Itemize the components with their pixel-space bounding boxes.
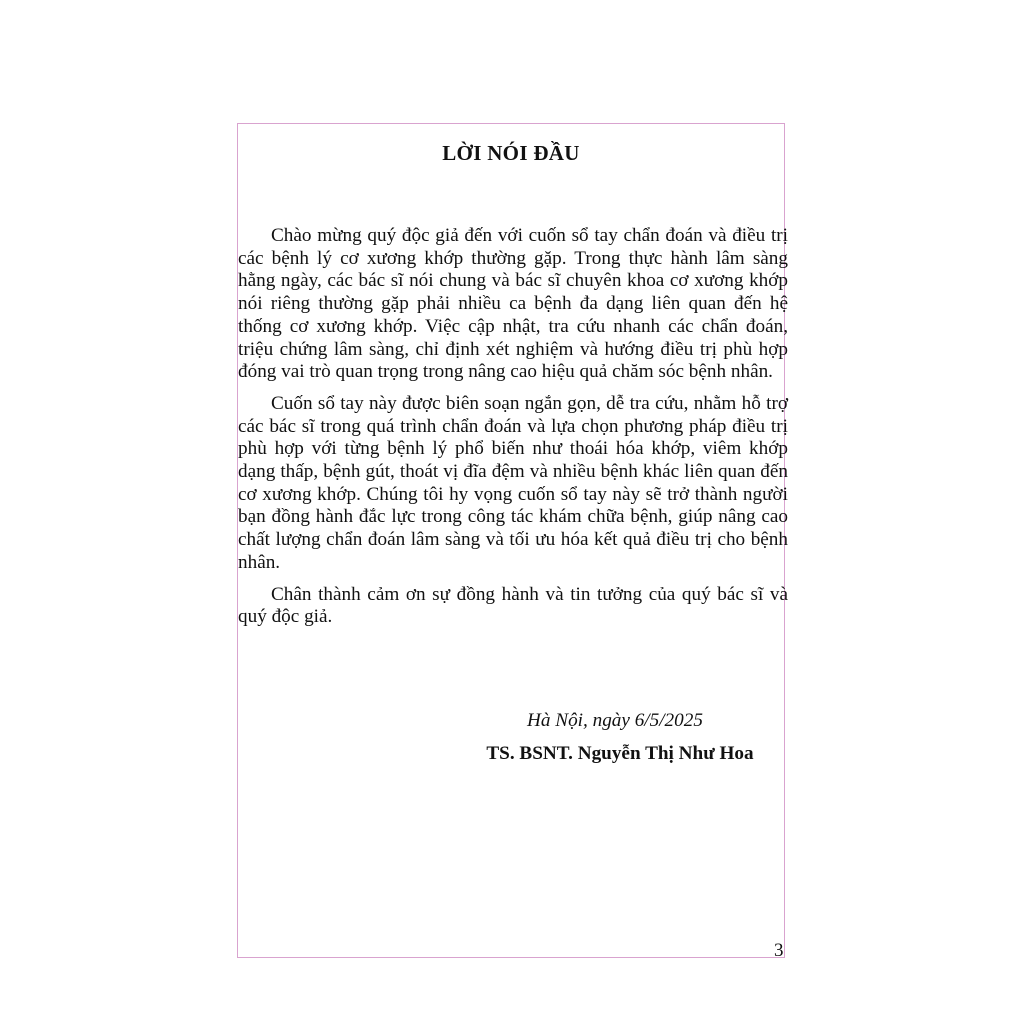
paragraph-3: Chân thành cảm ơn sự đồng hành và tin tưởng của quý bác sĩ và quý độc giả. [238,583,788,628]
document-title: LỜI NÓI ĐẦU [442,141,580,165]
place-date: Hà Nội, ngày 6/5/2025 [527,710,703,731]
page-number: 3 [774,940,784,961]
paragraph-2: Cuốn sổ tay này được biên soạn ngắn gọn, dễ tra cứu, nhằm hỗ trợ các bác sĩ trong quá trình chẩn đoán và lựa chọn phương pháp điều trị phù hợp với từng bệnh lý phổ biến như thoái hóa khớp, viêm khớp dạng thấp, bệnh gút, thoát vị đĩa đệm và nhiều bệnh khác liên quan đến cơ xương khớp. Chúng tôi hy vọng cuốn sổ tay này sẽ trở thành người bạn đồng hành đắc lực trong công tác khám chữa bệnh, giúp nâng cao chất lượng chẩn đoán lâm sàng và tối ưu hóa kết quả điều trị cho bệnh nhân. [238,392,788,573]
paragraph-1: Chào mừng quý độc giả đến với cuốn sổ tay chẩn đoán và điều trị các bệnh lý cơ xương khớp thường gặp. Trong thực hành lâm sàng hằng ngày, các bác sĩ nói chung và bác sĩ chuyên khoa cơ xương khớp nói riêng thường gặp phải nhiều ca bệnh đa dạng liên quan đến hệ thống cơ xương khớp. Việc cập nhật, tra cứu nhanh các chẩn đoán, triệu chứng lâm sàng, chỉ định xét nghiệm và hướng điều trị phù hợp đóng vai trò quan trọng trong nâng cao hiệu quả chăm sóc bệnh nhân. [238,225,788,383]
body-text [238,225,788,638]
author-signature: TS. BSNT. Nguyễn Thị Như Hoa [486,743,754,764]
